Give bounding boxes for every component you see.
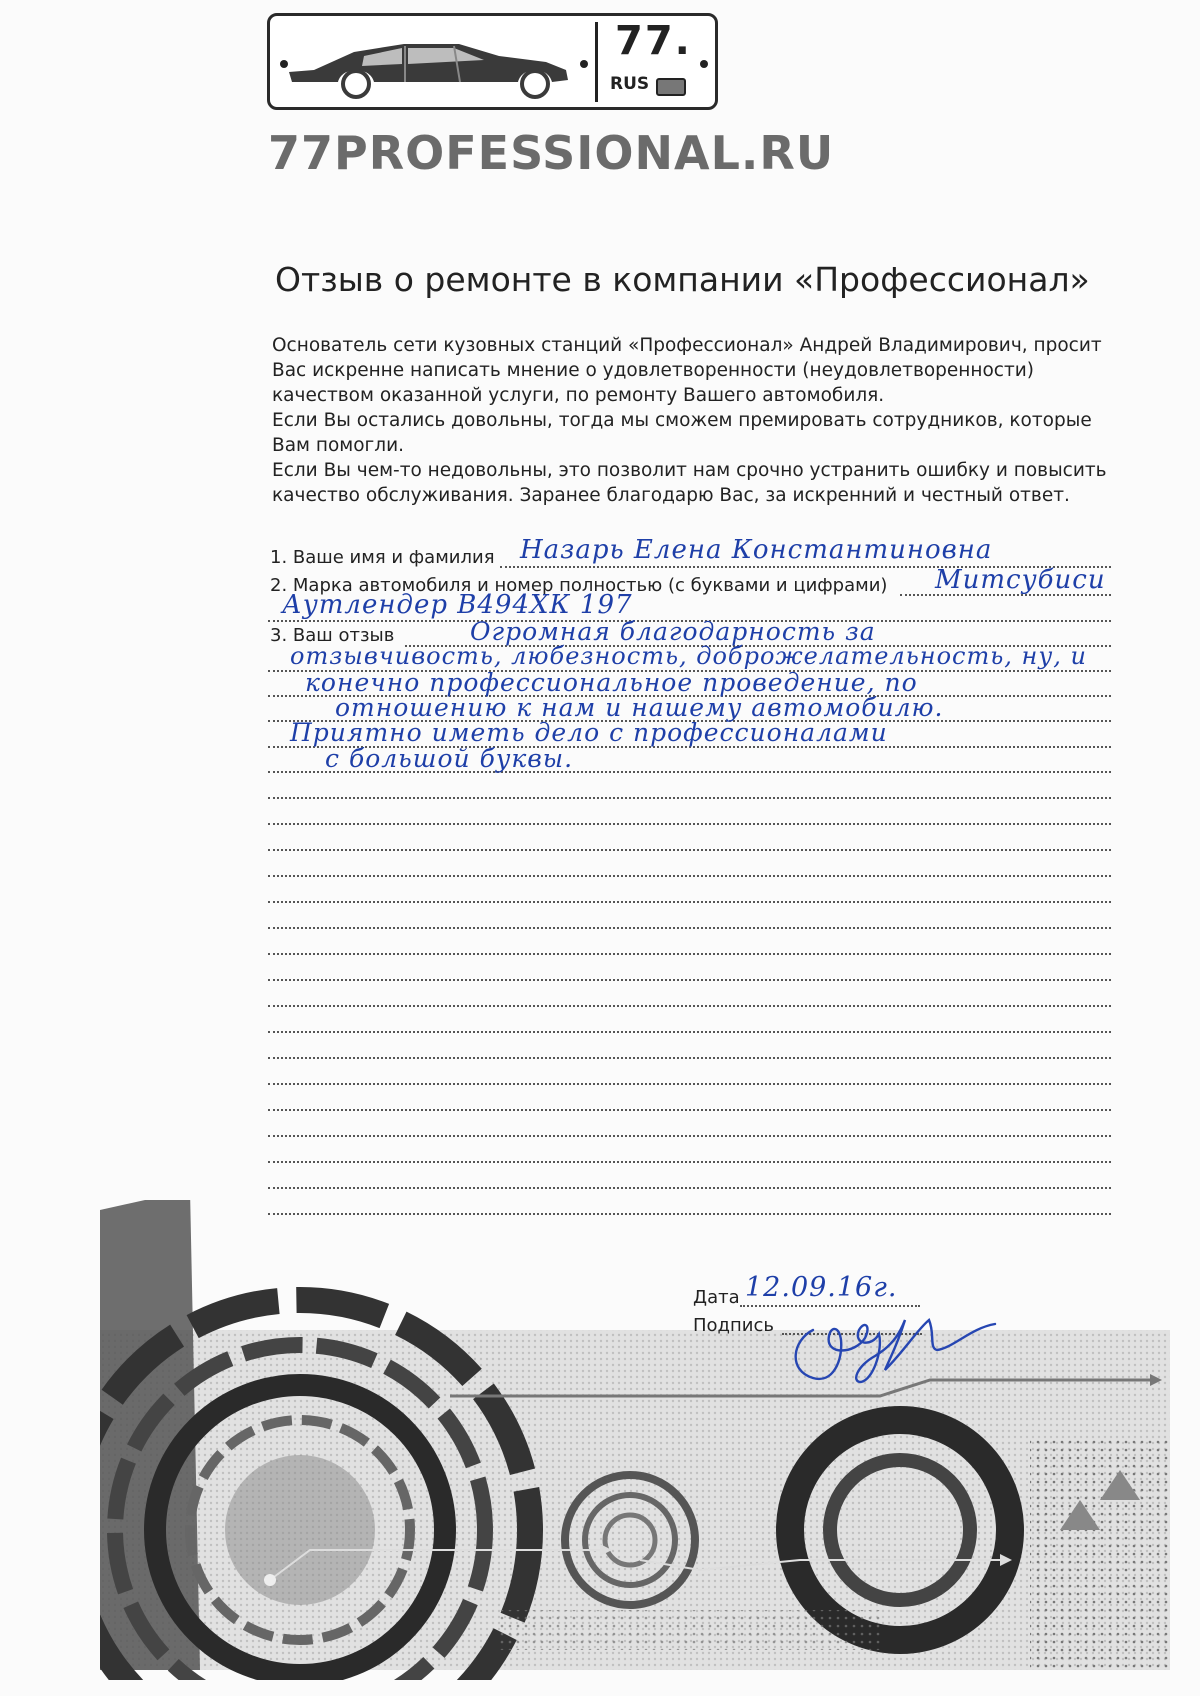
- blank-line: [268, 1057, 1111, 1059]
- intro-paragraph: Если Вы остались довольны, тогда мы сможем премировать сотрудников, которые Вам помогли.: [272, 410, 1092, 456]
- blank-line: [268, 953, 1111, 955]
- date-value: 12.09.16г.: [745, 1272, 898, 1303]
- circuit-decoration: [100, 1200, 1180, 1680]
- car-value-1: Митсубиси: [935, 565, 1106, 595]
- plate-bolt-right: [700, 60, 708, 68]
- signature-label: Подпись: [693, 1315, 774, 1336]
- blank-line: [268, 1031, 1111, 1033]
- blank-line: [268, 1187, 1111, 1189]
- site-name: 77PROFESSIONAL.RU: [268, 126, 835, 180]
- plate-country: RUS: [610, 74, 650, 94]
- review-label: 3. Ваш отзыв: [270, 625, 395, 646]
- page-title: Отзыв о ремонте в компании «Профессионал»: [275, 260, 1090, 299]
- blank-line: [268, 979, 1111, 981]
- blank-line: [268, 901, 1111, 903]
- plate-flag-icon: [656, 78, 686, 96]
- review-handwriting: Приятно иметь дело с профессионалами: [290, 718, 888, 747]
- blank-line: [268, 849, 1111, 851]
- date-label: Дата: [693, 1287, 740, 1308]
- car-label: 2. Марка автомобиля и номер полностью (с буквами и цифрами): [270, 575, 888, 596]
- review-handwriting: Огромная благодарность за: [470, 617, 876, 646]
- blank-line: [268, 823, 1111, 825]
- plate-divider: [595, 22, 598, 102]
- blank-line: [268, 1135, 1111, 1137]
- intro-paragraph: Основатель сети кузовных станций «Профессионал» Андрей Владимирович, просит Вас искренне написать мнение о удовлетворенности (неудовлетворенности) качеством оказанной услуги, по ремонту Вашего автомобиля.: [272, 335, 1102, 406]
- plate-region: 77.: [615, 18, 692, 64]
- blank-line: [268, 927, 1111, 929]
- name-value: Назарь Елена Константиновна: [520, 535, 993, 565]
- name-label: 1. Ваше имя и фамилия: [270, 547, 495, 568]
- blank-line: [268, 797, 1111, 799]
- intro-text: [272, 333, 1132, 508]
- logo-plate: [267, 13, 718, 110]
- blank-line: [268, 1005, 1111, 1007]
- intro-paragraph: Если Вы чем-то недовольны, это позволит нам срочно устранить ошибку и повысить качество обслуживания. Заранее благодарю Вас, за искренний и честный ответ.: [272, 460, 1107, 506]
- blank-line: [268, 1083, 1111, 1085]
- review-handwriting: отношению к нам и нашему автомобилю.: [335, 693, 944, 722]
- signature-drawing: [785, 1290, 1015, 1390]
- car-silhouette-icon: [284, 30, 574, 100]
- car-value-2: Аутлендер В494ХК 197: [282, 590, 633, 620]
- review-handwriting: отзывчивость, любезность, доброжелательность, ну, и: [290, 642, 1088, 670]
- blank-line: [268, 1161, 1111, 1163]
- review-handwriting: конечно профессиональное проведение, по: [305, 668, 918, 697]
- blank-line: [268, 1109, 1111, 1111]
- plate-bolt-mid: [580, 60, 588, 68]
- blank-line: [268, 875, 1111, 877]
- review-handwriting: с большой буквы.: [325, 744, 574, 773]
